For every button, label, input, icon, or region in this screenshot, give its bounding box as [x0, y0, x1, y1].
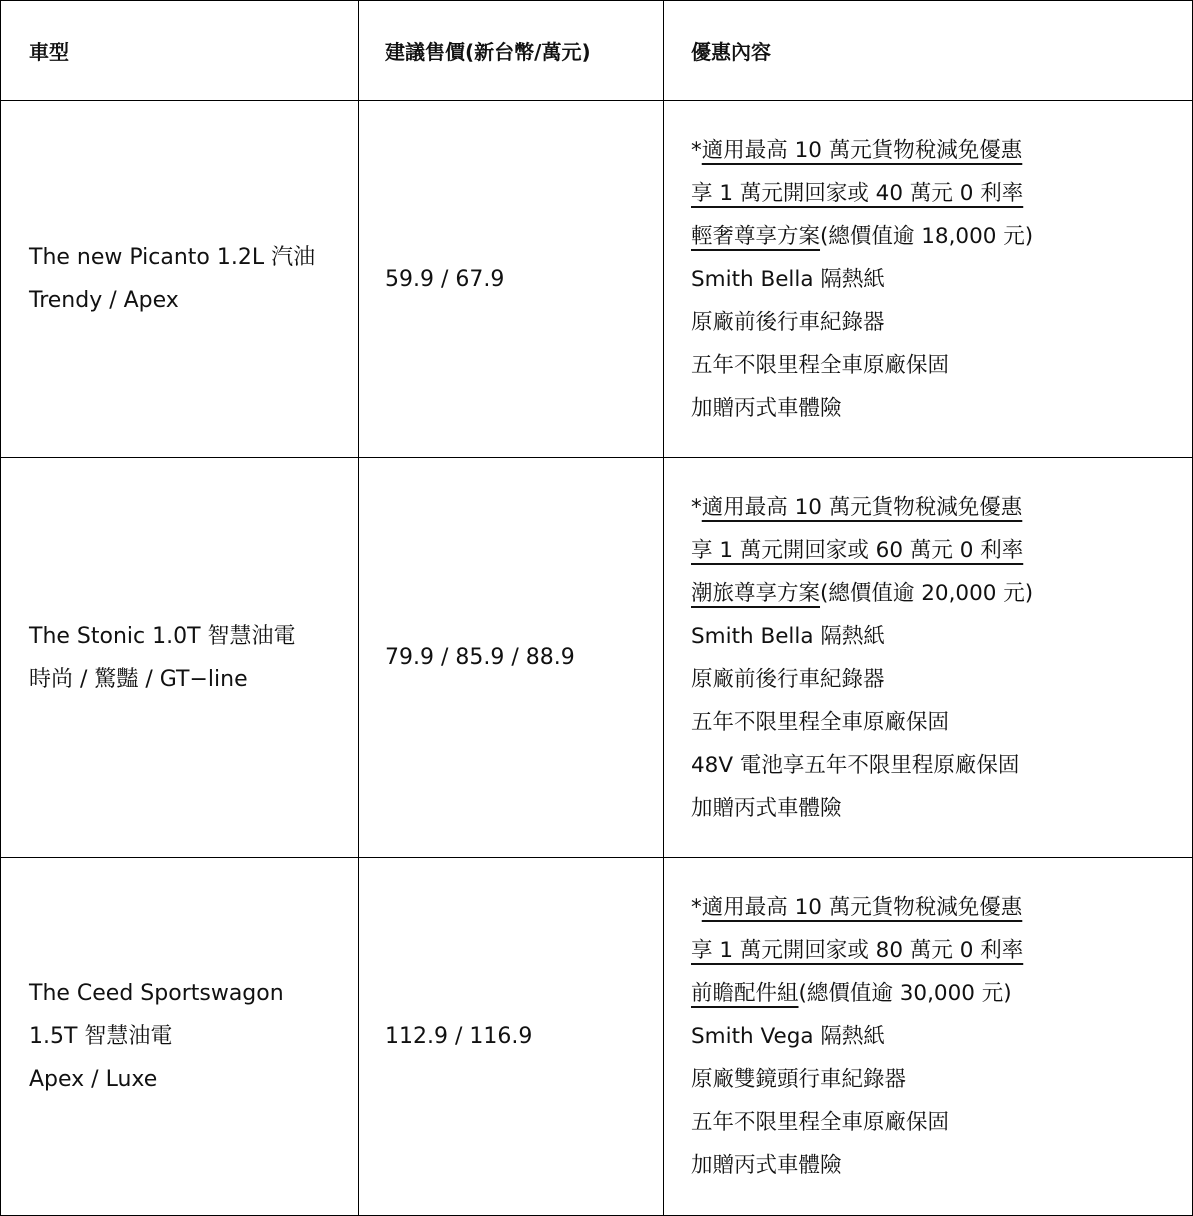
offer-text: 加贈丙式車體險	[691, 1153, 842, 1178]
offer-item	[691, 486, 1033, 529]
offer-text: *	[691, 494, 702, 520]
offer-underlined-text: 享 1 萬元開回家或 80 萬元 0 利率	[691, 938, 1024, 963]
offer-item	[691, 301, 1033, 344]
offer-item	[691, 258, 1033, 301]
offer-item	[691, 215, 1033, 258]
offer-item	[691, 972, 1023, 1015]
table-row	[1, 101, 1192, 457]
model-lines	[29, 236, 315, 322]
offer-text: 48V 電池享五年不限里程原廠保固	[691, 752, 1020, 778]
model-cell	[29, 458, 349, 857]
model-cell	[29, 858, 349, 1215]
model-name-line: 時尚 / 驚豔 / GT−line	[29, 666, 248, 692]
offer-underlined-text: 適用最高 10 萬元貨物稅減免優惠	[701, 494, 1023, 520]
table-row	[1, 458, 1192, 857]
price-value: 112.9 / 116.9	[385, 1024, 533, 1049]
offer-list	[691, 886, 1023, 1187]
offer-text: Smith Bella 隔熱紙	[691, 266, 885, 292]
offer-item	[691, 1058, 1023, 1101]
offer-item	[691, 129, 1033, 172]
offer-text: 五年不限里程全車原廠保固	[691, 1110, 950, 1135]
header-model: 車型	[29, 40, 69, 64]
offer-text: (總價值逾 30,000 元)	[798, 981, 1012, 1006]
offer-item	[691, 615, 1033, 658]
offer-text: *	[691, 895, 702, 920]
model-name-line: The new Picanto 1.2L 汽油	[29, 245, 316, 270]
price-cell	[385, 458, 655, 857]
price-cell	[385, 858, 655, 1215]
offer-text: Smith Bella 隔熱紙	[691, 623, 885, 649]
offer-cell	[691, 458, 1181, 857]
offer-text: 加贈丙式車體險	[691, 395, 842, 421]
offer-text: 五年不限里程全車原廠保固	[691, 352, 950, 378]
offer-item	[691, 1101, 1023, 1144]
offer-text: 原廠前後行車紀錄器	[691, 666, 885, 692]
table-row	[1, 858, 1192, 1215]
offer-text: 加贈丙式車體險	[691, 795, 842, 821]
model-name-line: The Stonic 1.0T 智慧油電	[29, 623, 296, 649]
offer-item	[691, 387, 1033, 430]
offer-list	[691, 486, 1033, 830]
offer-text: (總價值逾 20,000 元)	[820, 580, 1034, 606]
offer-text: 原廠前後行車紀錄器	[691, 309, 885, 335]
offer-item	[691, 929, 1023, 972]
offer-text: (總價值逾 18,000 元)	[820, 223, 1034, 249]
offer-cell	[691, 858, 1181, 1215]
offer-text: 五年不限里程全車原廠保固	[691, 709, 950, 735]
offer-item	[691, 787, 1033, 830]
model-name-line: Trendy / Apex	[29, 288, 179, 313]
offer-underlined-text: 適用最高 10 萬元貨物稅減免優惠	[701, 895, 1023, 920]
offer-item	[691, 344, 1033, 387]
price-value: 59.9 / 67.9	[385, 266, 505, 292]
model-name-line: 1.5T 智慧油電	[29, 1024, 173, 1049]
offer-item	[691, 744, 1033, 787]
offer-text: *	[691, 137, 702, 163]
offer-cell	[691, 101, 1181, 457]
model-name-line: The Ceed Sportswagon	[29, 981, 284, 1006]
model-name-line: Apex / Luxe	[29, 1067, 158, 1092]
offer-item	[691, 572, 1033, 615]
price-value: 79.9 / 85.9 / 88.9	[385, 645, 575, 670]
offer-text: Smith Vega 隔熱紙	[691, 1024, 885, 1049]
offer-item	[691, 1015, 1023, 1058]
offer-underlined-text: 前瞻配件組	[691, 981, 799, 1006]
offer-underlined-text: 享 1 萬元開回家或 40 萬元 0 利率	[691, 180, 1024, 206]
offer-underlined-text: 潮旅尊享方案	[691, 580, 821, 606]
offer-underlined-text: 輕奢尊享方案	[691, 223, 821, 249]
offer-underlined-text: 享 1 萬元開回家或 60 萬元 0 利率	[691, 537, 1024, 563]
header-offer: 優惠內容	[691, 40, 771, 64]
header-row	[1, 1, 1192, 100]
offer-item	[691, 172, 1033, 215]
model-lines	[29, 615, 296, 701]
price-cell	[385, 101, 655, 457]
model-cell	[29, 101, 349, 457]
offer-item	[691, 658, 1033, 701]
offer-underlined-text: 適用最高 10 萬元貨物稅減免優惠	[701, 137, 1023, 163]
offer-item	[691, 701, 1033, 744]
model-lines	[29, 972, 284, 1101]
offer-item	[691, 886, 1023, 929]
offer-text: 原廠雙鏡頭行車紀錄器	[691, 1067, 907, 1092]
offer-item	[691, 1144, 1023, 1187]
offer-list	[691, 129, 1033, 430]
offer-item	[691, 529, 1033, 572]
header-price: 建議售價(新台幣/萬元)	[385, 40, 591, 64]
